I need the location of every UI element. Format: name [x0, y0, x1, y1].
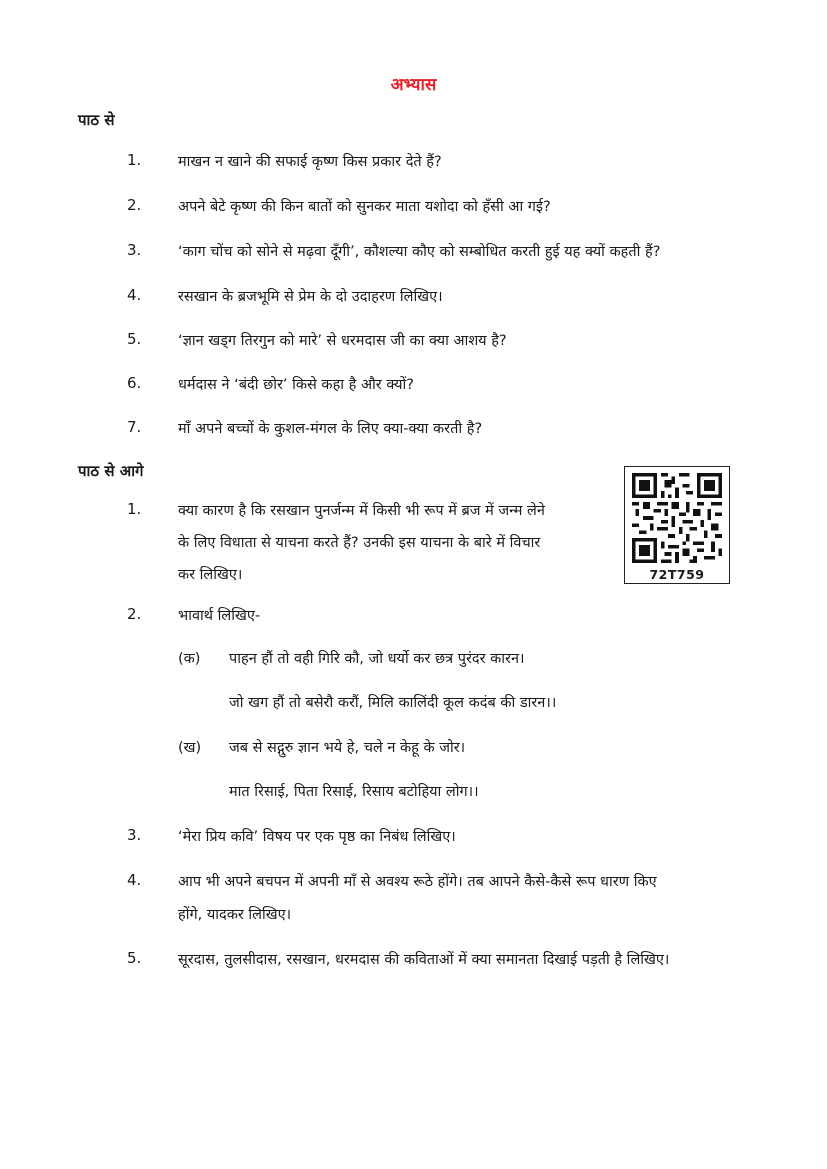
- item-number: 6.: [127, 374, 142, 392]
- item-number: 2.: [127, 196, 142, 214]
- item-text-line: क्या कारण है कि रसखान पुनर्जन्म में किसी भी रूप में ब्रज में जन्म लेने: [178, 503, 545, 519]
- page-title: अभ्यास: [390, 75, 437, 95]
- item-text: भावार्थ लिखिए-: [178, 608, 261, 624]
- item-number: 2.: [127, 605, 142, 623]
- item-text: ‘मेरा प्रिय कवि’ विषय पर एक पृष्ठ का निबंध लिखिए।: [178, 829, 456, 845]
- sub-item-label: (ख): [178, 740, 202, 756]
- item-number: 5.: [127, 949, 142, 967]
- item-number: 1.: [127, 500, 142, 518]
- verse-line: जब से सद्गुरु ज्ञान भये हे, चले न केहू के जोर।: [229, 740, 466, 756]
- section-heading-path-se-aage: पाठ से आगे: [78, 462, 144, 480]
- item-text: सूरदास, तुलसीदास, रसखान, धरमदास की कविताओं में क्या समानता दिखाई पड़ती है लिखिए।: [178, 952, 670, 968]
- item-text: ‘ज्ञान खड्ग तिरगुन को मारे’ से धरमदास जी का क्या आशय है?: [178, 333, 507, 349]
- verse-line: पाहन हौं तो वही गिरि कौ, जो धर्यो कर छत्र पुरंदर कारन।: [229, 651, 525, 667]
- item-number: 3.: [127, 241, 142, 259]
- item-number: 1.: [127, 151, 142, 169]
- verse-line: मात रिसाई, पिता रिसाई, रिसाय बटोहिया लोग।।: [229, 784, 479, 800]
- item-text-line: होंगे, यादकर लिखिए।: [178, 907, 292, 923]
- item-text-line: कर लिखिए।: [178, 567, 243, 583]
- verse-line: जो खग हौं तो बसेरौ करौं, मिलि कालिंदी कूल कदंब की डारन।।: [229, 695, 557, 711]
- item-number: 3.: [127, 826, 142, 844]
- item-text-line: के लिए विधाता से याचना करते हैं? उनकी इस याचना के बारे में विचार: [178, 535, 541, 551]
- section-heading-path-se: पाठ से: [78, 111, 115, 129]
- qr-code-icon: [632, 473, 722, 563]
- item-number: 7.: [127, 418, 142, 436]
- item-number: 5.: [127, 330, 142, 348]
- qr-code-label: 72T759: [649, 567, 705, 582]
- item-text: माखन न खाने की सफाई कृष्ण किस प्रकार देते हैं?: [178, 154, 442, 170]
- qr-code-box: [624, 466, 730, 584]
- item-number: 4.: [127, 871, 142, 889]
- item-number: 4.: [127, 286, 142, 304]
- item-text: अपने बेटे कृष्ण की किन बातों को सुनकर माता यशोदा को हँसी आ गई?: [178, 199, 551, 215]
- item-text-line: आप भी अपने बचपन में अपनी माँ से अवश्य रूठे होंगे। तब आपने कैसे-कैसे रूप धारण किए: [178, 874, 657, 890]
- item-text: माँ अपने बच्चों के कुशल-मंगल के लिए क्या-क्या करती है?: [178, 421, 483, 437]
- item-text: रसखान के ब्रजभूमि से प्रेम के दो उदाहरण लिखिए।: [178, 289, 443, 305]
- sub-item-label: (क): [178, 651, 201, 667]
- item-text: धर्मदास ने ‘बंदी छोर’ किसे कहा है और क्यों?: [178, 377, 414, 393]
- item-text: ‘काग चोंच को सोने से मढ़वा दूँगी’, कौशल्या कौए को सम्बोधित करती हुई यह क्यों कहती हैं?: [178, 244, 661, 260]
